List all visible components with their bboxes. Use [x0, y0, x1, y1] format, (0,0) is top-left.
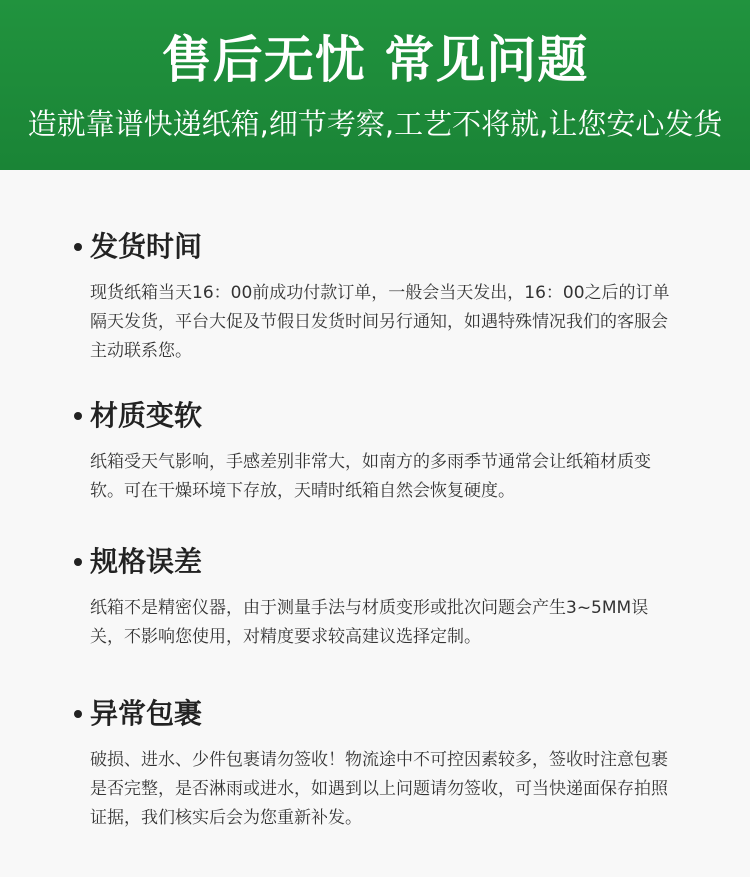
bullet-dot-icon — [74, 243, 82, 251]
faq-item-material-softening — [72, 394, 682, 506]
banner-title: 售后无忧 常见问题 — [161, 31, 589, 89]
faq-heading — [72, 394, 682, 438]
faq-item-shipping-time — [72, 225, 682, 366]
bullet-dot-icon — [74, 710, 82, 718]
bullet-dot-icon — [74, 558, 82, 566]
banner-subtitle: 造就靠谱快递纸箱,细节考察,工艺不将就,让您安心发货 — [27, 107, 723, 141]
faq-title: 材质变软 — [90, 399, 203, 432]
faq-title: 规格误差 — [90, 545, 203, 578]
faq-heading — [72, 692, 682, 736]
faq-title: 异常包裹 — [90, 697, 203, 730]
faq-body: 破损、进水、少件包裹请勿签收！物流途中不可控因素较多，签收时注意包裹是否完整，是否淋雨或进水，如遇到以上问题请勿签收，可当快递面保存拍照证据，我们核实后会为您重新补发。 — [90, 750, 668, 828]
bullet-dot-icon — [74, 412, 82, 420]
faq-title: 发货时间 — [90, 230, 203, 263]
faq-heading — [72, 540, 682, 584]
faq-body: 纸箱受天气影响，手感差别非常大，如南方的多雨季节通常会让纸箱材质变软。可在干燥环境下存放，天晴时纸箱自然会恢复硬度。 — [90, 452, 651, 501]
header-banner — [0, 0, 750, 170]
faq-item-abnormal-package — [72, 692, 682, 833]
faq-body: 现货纸箱当天16：00前成功付款订单，一般会当天发出，16：00之后的订单隔天发货，平台大促及节假日发货时间另行通知，如遇特殊情况我们的客服会主动联系您。 — [90, 283, 670, 361]
faq-body: 纸箱不是精密仪器，由于测量手法与材质变形或批次问题会产生3~5MM误关，不影响您使用，对精度要求较高建议选择定制。 — [90, 598, 649, 647]
faq-heading — [72, 225, 682, 269]
faq-item-size-tolerance — [72, 540, 682, 652]
